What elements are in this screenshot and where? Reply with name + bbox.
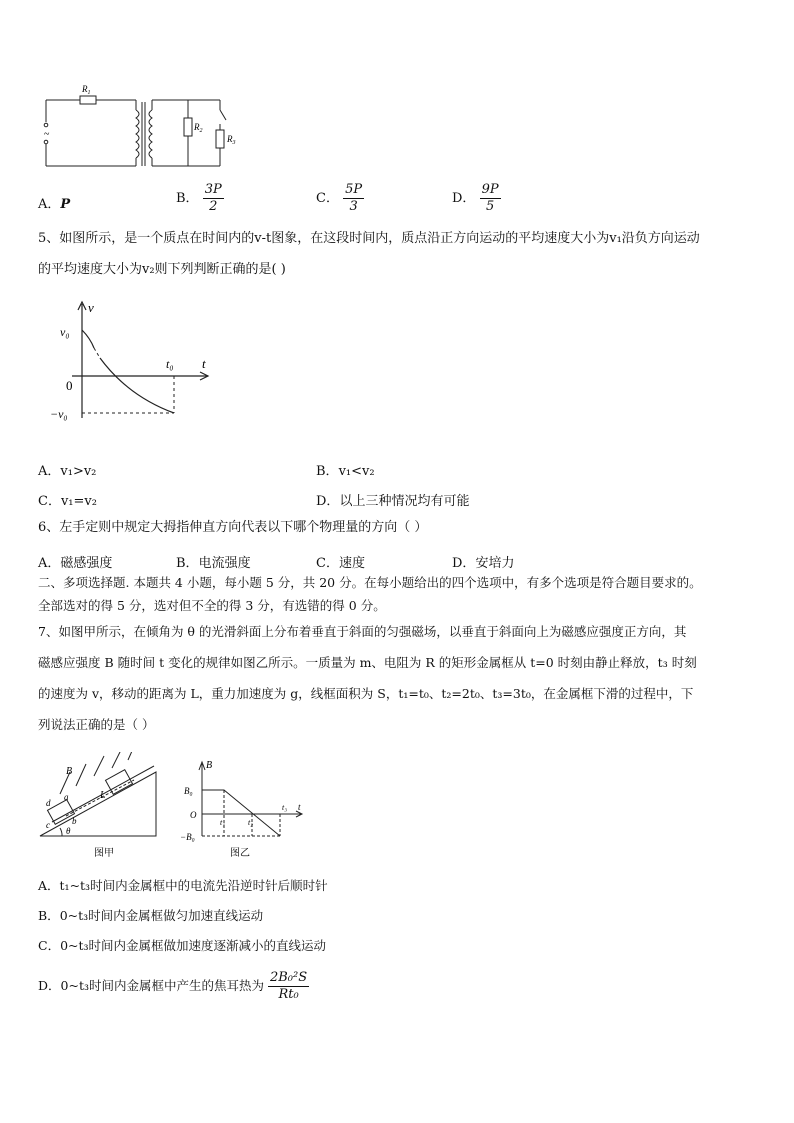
- vt-graph: [48, 296, 218, 428]
- transformer-circuit-figure: [36, 82, 246, 172]
- q4-option-b-fraction: $\frac{3P}{2}$: [204, 182, 222, 214]
- ac-source-symbol: ~: [44, 129, 50, 140]
- svg-text:L: L: [100, 790, 106, 801]
- q5-stem-line2: 的平均速度大小为v₂则下列判断正确的是( ): [38, 262, 286, 277]
- v-axis-label: v: [88, 300, 94, 315]
- q4-option-c[interactable]: C． $\frac{5P}{3}$: [316, 182, 363, 214]
- q7-stem-line1: 7、如图甲所示，在倾角为 θ 的光滑斜面上分布着垂直于斜面的匀强磁场，以垂直于斜面向上为磁感应强度正方向，其: [38, 624, 687, 639]
- q7-stem-line3: 的速度为 v，移动的距离为 L，重力加速度为 g，线框面积为 S，t₁=t₀、t₂=2t₀、t₃=3t₀，在金属框下滑的过程中，下: [38, 686, 694, 701]
- q7-option-d[interactable]: D．0~t₃时间内金属框中产生的焦耳热为 $\frac{\text{2B₀²S}}{\text{Rt₀}}$: [38, 970, 308, 1002]
- q5-option-d[interactable]: D．以上三种情况均有可能: [316, 494, 470, 509]
- section2-heading-line1: 二、多项选择题. 本题共 4 小题，每小题 5 分，共 20 分。在每小题给出的四个选项中，有多个选项是符合题目要求的。: [38, 575, 702, 590]
- q7-option-b[interactable]: B．0~t₃时间内金属框做匀加速直线运动: [38, 908, 264, 923]
- t0-label: t₀: [166, 357, 174, 371]
- q4-option-a[interactable]: A．P: [38, 197, 71, 212]
- v0-label: v₀: [60, 325, 70, 339]
- q4-option-d-fraction: $\frac{9P}{5}$: [481, 182, 499, 214]
- origin-label: 0: [66, 378, 73, 393]
- q6-option-b[interactable]: B．电流强度: [176, 556, 251, 571]
- svg-text:b: b: [72, 816, 77, 826]
- svg-text:t: t: [298, 802, 301, 812]
- fig-a-caption: 图甲: [94, 848, 114, 859]
- q7-stem-line2: 磁感应强度 B 随时间 t 变化的规律如图乙所示。一质量为 m、电阻为 R 的矩形金属框从 t=0 时刻由静止释放，t₃ 时刻: [38, 655, 697, 670]
- svg-text:a: a: [64, 792, 69, 802]
- q4-option-d[interactable]: D． $\frac{9P}{5}$: [452, 182, 499, 214]
- q5-stem-line1: 5、如图所示，是一个质点在时间内的v-t图象，在这段时间内，质点沿正方向运动的平均速度大小为v₁沿负方向运动: [38, 231, 700, 246]
- fig-b-caption: 图乙: [230, 848, 250, 859]
- q6-stem: 6、左手定则中规定大拇指伸直方向代表以下哪个物理量的方向（ ）: [38, 520, 428, 535]
- q7-option-a[interactable]: A．t₁~t₃时间内金属框中的电流先沿逆时针后顺时针: [38, 878, 328, 893]
- svg-text:d: d: [46, 798, 51, 808]
- q5-option-b[interactable]: B．v₁<v₂: [316, 464, 375, 479]
- q7-option-d-fraction: $\frac{\text{2B₀²S}}{\text{Rt₀}}$: [269, 970, 308, 1002]
- q4-option-b[interactable]: B． $\frac{3P}{2}$: [176, 182, 222, 214]
- q6-option-a[interactable]: A．磁感强度: [38, 556, 113, 571]
- svg-text:B: B: [206, 760, 213, 771]
- bt-graph: [180, 752, 310, 862]
- svg-text:t₃: t₃: [282, 803, 288, 812]
- svg-text:O: O: [190, 810, 197, 820]
- q7-option-c[interactable]: C．0~t₃时间内金属框做加速度逐渐减小的直线运动: [38, 938, 327, 953]
- svg-text:t₁: t₁: [220, 818, 226, 827]
- t-axis-label: t: [202, 356, 206, 371]
- q5-option-c[interactable]: C．v₁=v₂: [38, 494, 97, 509]
- q4-option-c-fraction: $\frac{5P}{3}$: [345, 182, 363, 214]
- svg-text:−B₀: −B₀: [180, 832, 195, 842]
- r2-label: $R_2$: [194, 122, 203, 134]
- q6-option-d[interactable]: D．安培力: [452, 556, 515, 571]
- q6-option-c[interactable]: C．速度: [316, 556, 365, 571]
- section2-heading-line2: 全部选对的得 5 分，选对但不全的得 3 分，有选错的得 0 分。: [38, 598, 386, 613]
- svg-text:B: B: [66, 766, 73, 777]
- incline-figure: [36, 752, 166, 862]
- r1-label: $R_1$: [82, 84, 91, 96]
- q7-stem-line4: 列说法正确的是（ ）: [38, 717, 155, 732]
- svg-text:t₂: t₂: [248, 818, 254, 827]
- r3-label: $R_3$: [227, 134, 236, 146]
- svg-text:θ: θ: [66, 826, 71, 836]
- svg-text:c: c: [46, 820, 50, 830]
- neg-v0-label: −v₀: [50, 407, 68, 421]
- q5-option-a[interactable]: A．v₁>v₂: [38, 464, 97, 479]
- svg-text:B₀: B₀: [184, 786, 193, 796]
